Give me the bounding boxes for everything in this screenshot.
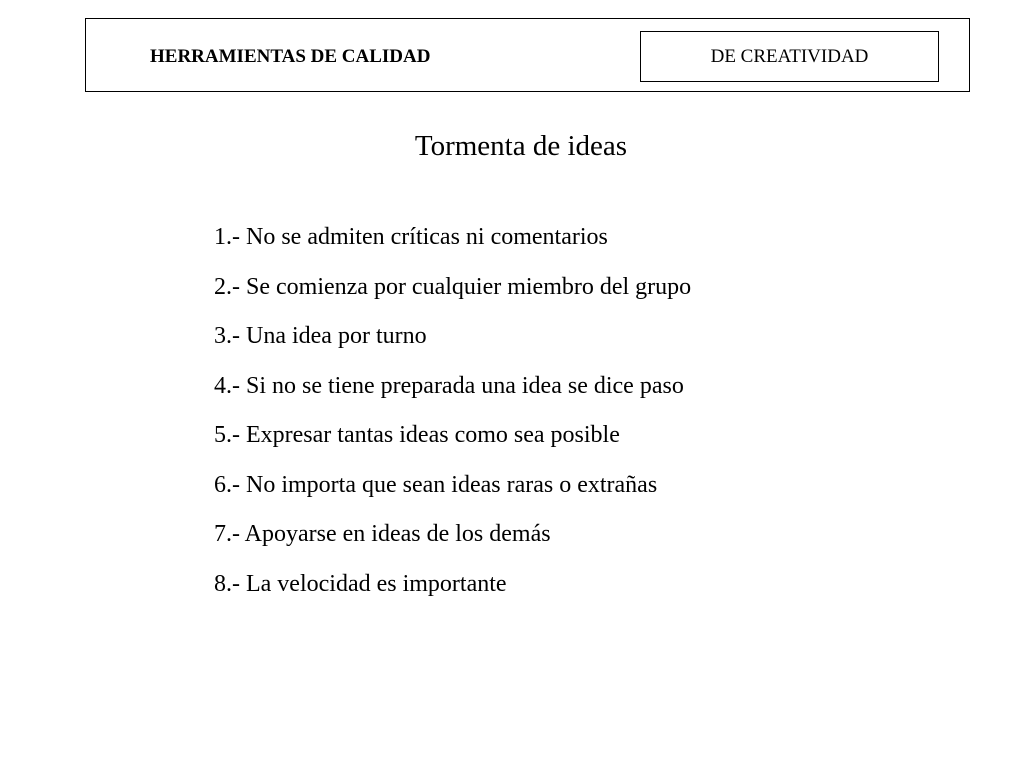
rule-item: 5.- Expresar tantas ideas como sea posible	[214, 422, 620, 448]
header-title: HERRAMIENTAS DE CALIDAD	[150, 46, 431, 67]
header-box	[85, 18, 970, 92]
rule-item: 7.- Apoyarse en ideas de los demás	[214, 521, 551, 547]
rules-list	[214, 222, 691, 618]
rule-item: 1.- No se admiten críticas ni comentarios	[214, 224, 608, 250]
rule-item: 2.- Se comienza por cualquier miembro del grupo	[214, 273, 692, 300]
rule-item: 4.- Si no se tiene preparada una idea se dice paso	[214, 372, 684, 399]
page-title: Tormenta de ideas	[414, 130, 628, 162]
rule-item: 6.- No importa que sean ideas raras o extrañas	[214, 471, 658, 498]
rule-item: 3.- Una idea por turno	[214, 323, 427, 349]
rule-item: 8.- La velocidad es importante	[214, 570, 507, 597]
category-label: DE CREATIVIDAD	[640, 31, 939, 82]
